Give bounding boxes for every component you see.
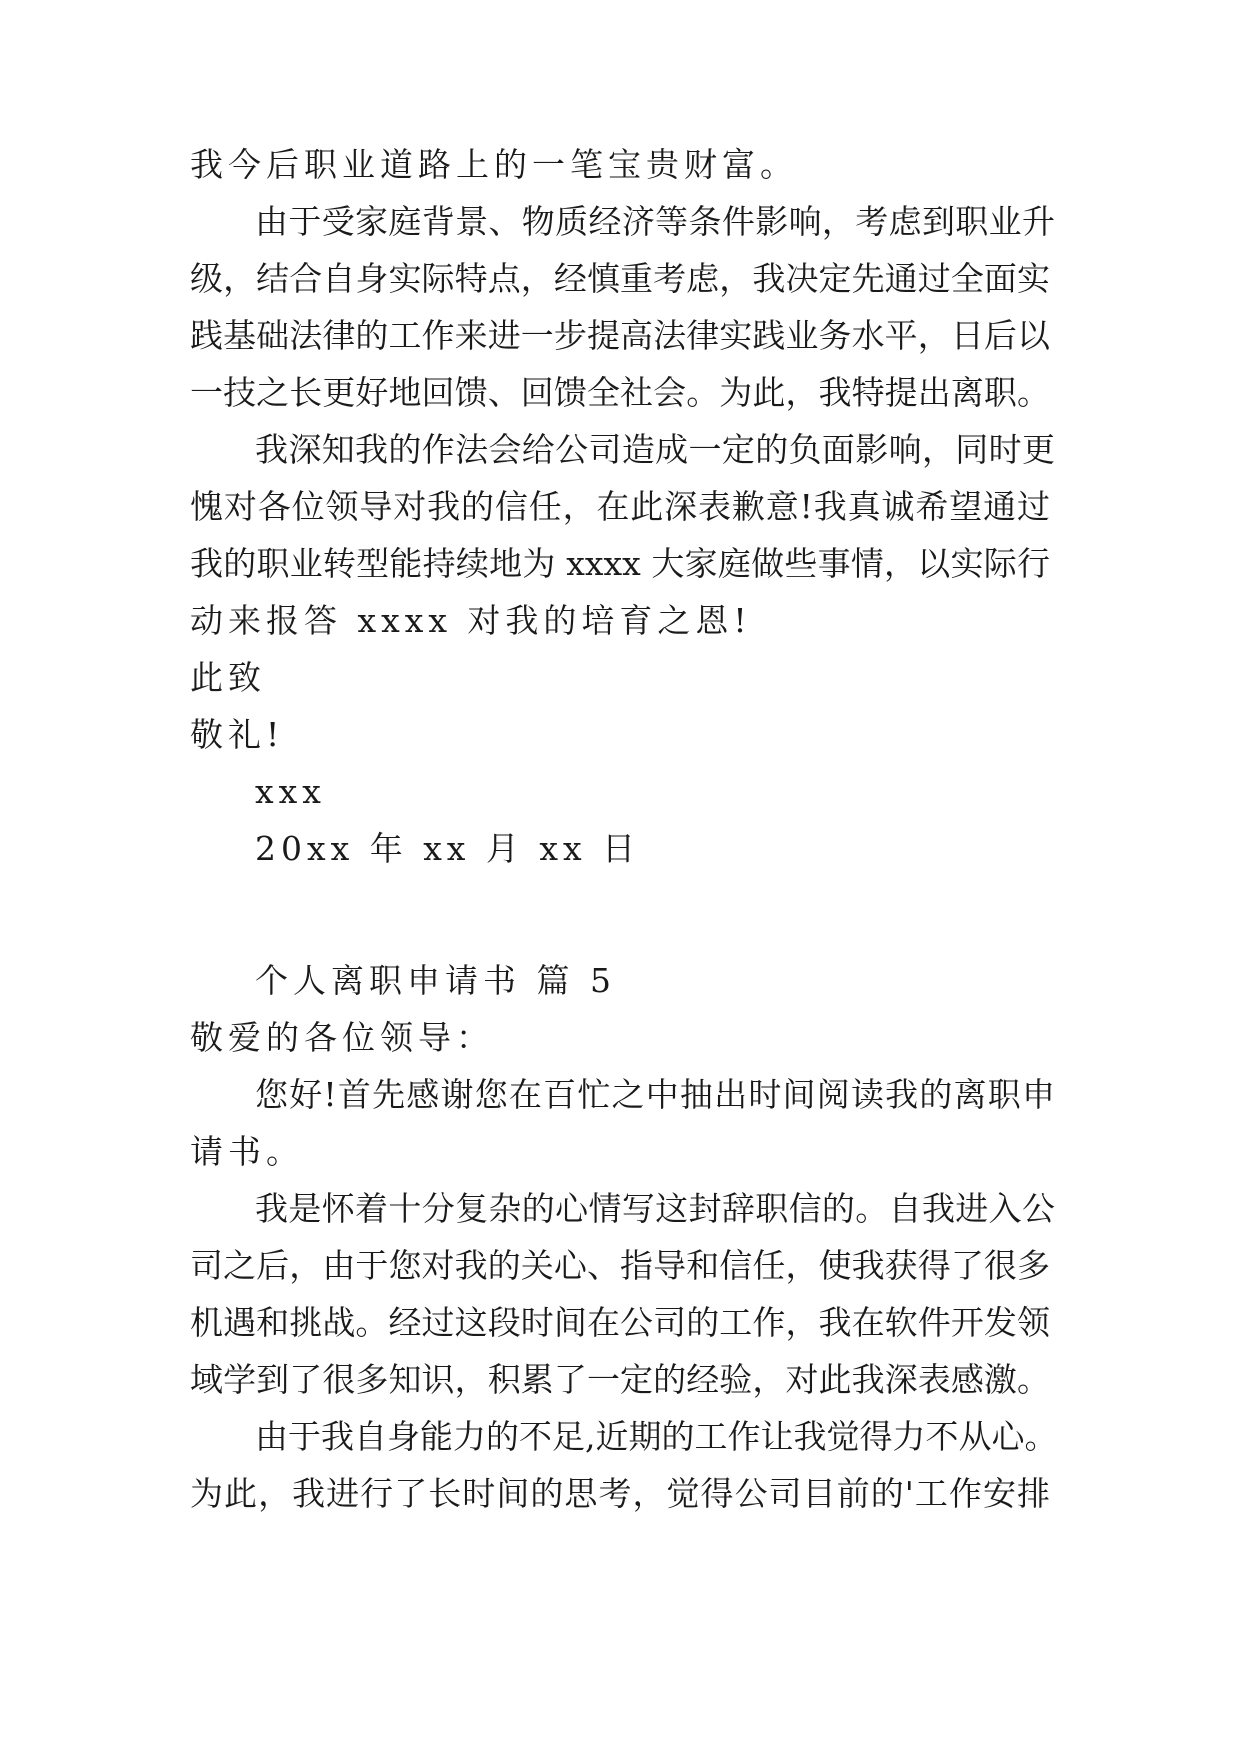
text-line: 我今后职业道路上的一笔宝贵财富。 bbox=[190, 145, 798, 184]
signature: xxx bbox=[255, 772, 326, 811]
text-line: 由于我自身能力的不足,近期的工作让我觉得力不从心。 bbox=[255, 1417, 1058, 1456]
text-line: 我深知我的作法会给公司造成一定的负面影响，同时更 bbox=[255, 430, 1055, 469]
closing-salute: 敬礼! bbox=[190, 715, 285, 754]
text-line: 为此，我进行了长时间的思考，觉得公司目前的'工作安排 bbox=[190, 1474, 1050, 1513]
text-line: 司之后，由于您对我的关心、指导和信任，使我获得了很多 bbox=[190, 1246, 1050, 1285]
salutation: 敬爱的各位领导： bbox=[190, 1018, 494, 1057]
text-line: 我是怀着十分复杂的心情写这封辞职信的。自我进入公 bbox=[255, 1189, 1055, 1228]
closing-line: 此致 bbox=[190, 658, 266, 697]
text-line: 愧对各位领导对我的信任，在此深表歉意!我真诚希望通过 bbox=[190, 487, 1050, 526]
text-line: 践基础法律的工作来进一步提高法律实践业务水平，日后以 bbox=[190, 316, 1050, 355]
text-line: 域学到了很多知识，积累了一定的经验，对此我深表感激。 bbox=[190, 1360, 1050, 1399]
text-line: 请书。 bbox=[190, 1132, 304, 1171]
text-line: 动来报答 xxxx 对我的培育之恩! bbox=[190, 601, 752, 640]
text-line: 级，结合自身实际特点，经慎重考虑，我决定先通过全面实 bbox=[190, 259, 1050, 298]
date: 20xx 年 xx 月 xx 日 bbox=[255, 829, 641, 868]
text-line: 您好!首先感谢您在百忙之中抽出时间阅读我的离职申 bbox=[255, 1075, 1055, 1114]
text-line: 一技之长更好地回馈、回馈全社会。为此，我特提出离职。 bbox=[190, 373, 1050, 412]
text-line: 由于受家庭背景、物质经济等条件影响，考虑到职业升 bbox=[255, 202, 1055, 241]
text-line: 我的职业转型能持续地为 xxxx 大家庭做些事情，以实际行 bbox=[190, 544, 1050, 583]
section-heading: 个人离职申请书 篇 5 bbox=[255, 961, 616, 1000]
text-line: 机遇和挑战。经过这段时间在公司的工作，我在软件开发领 bbox=[190, 1303, 1050, 1342]
